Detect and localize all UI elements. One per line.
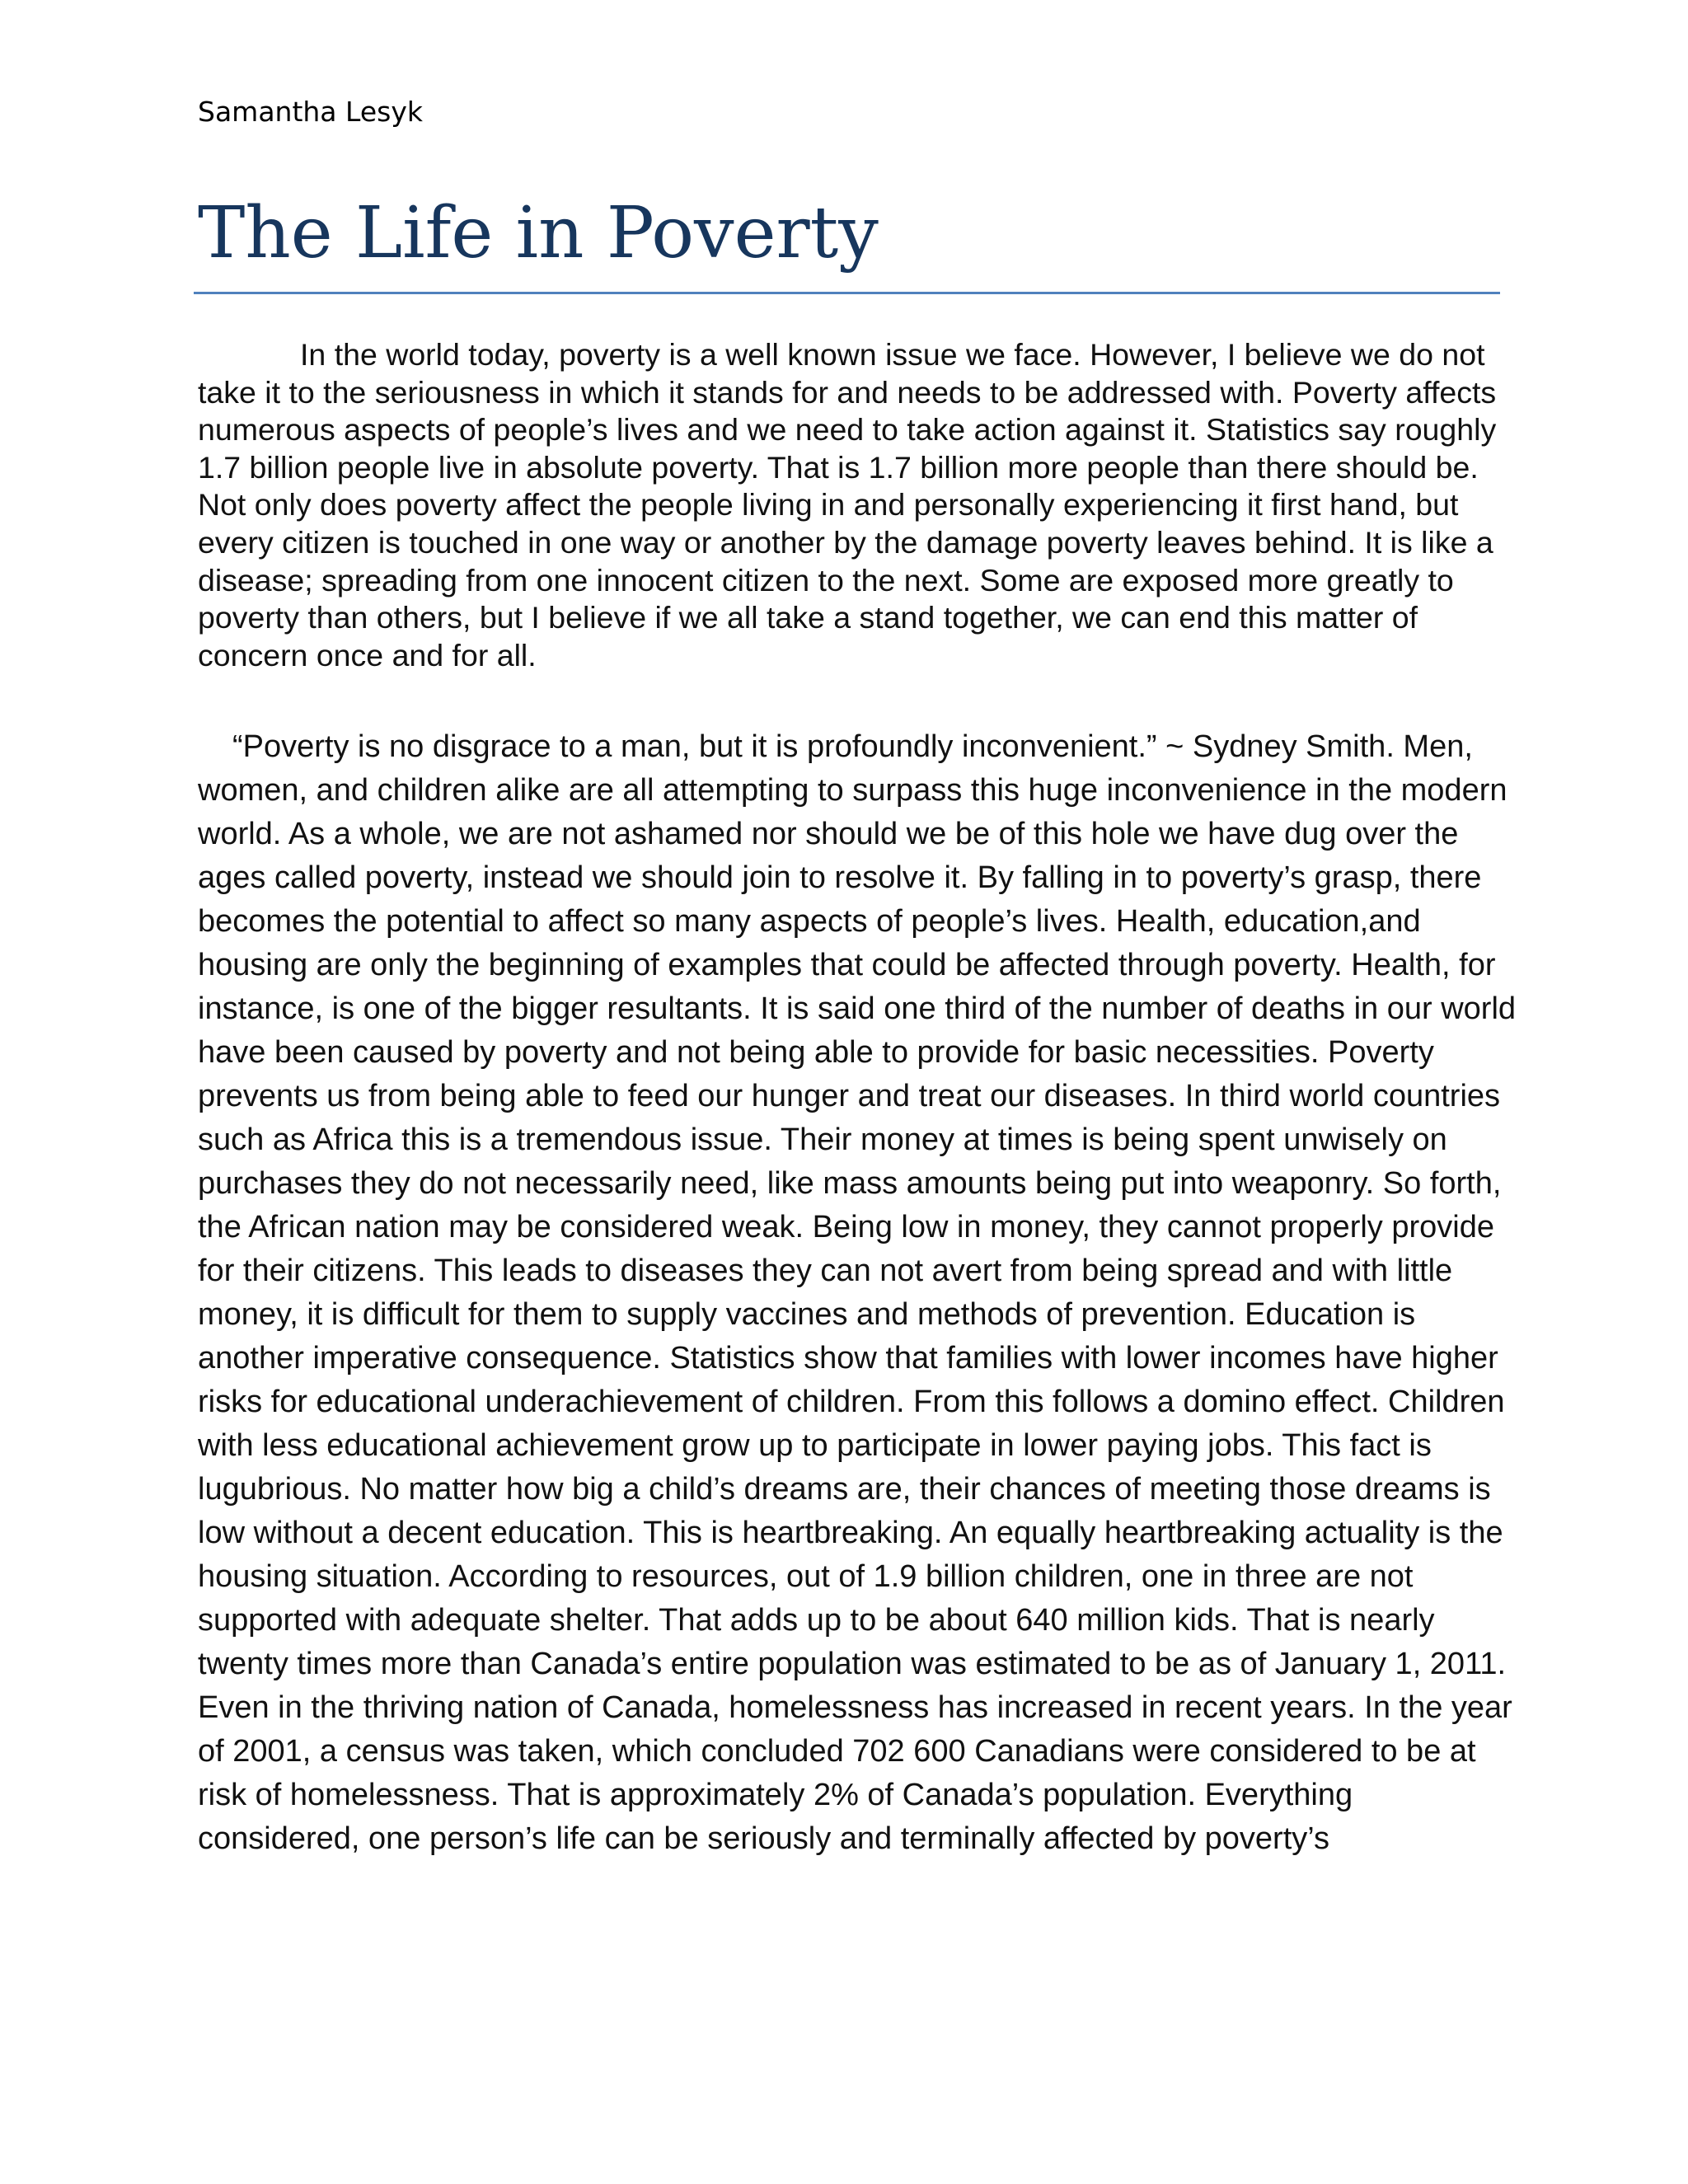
- author-name: Samantha Lesyk: [198, 96, 423, 128]
- body-paragraph-2: “Poverty is no disgrace to a man, but it is profoundly inconvenient.” ~ Sydney Smith. Men, women, and children alike are all attempting to surpass this huge inconvenience in the modern world. As a whole, we are not ashamed nor should we be of this hole we have dug over the ages called poverty, instead we should join to resolve it. By falling in to poverty’s grasp, there becomes the potential to affect so many aspects of people’s lives. Health, education,and housing are only the beginning of examples that could be affected through poverty. Health, for instance, is one of the bigger resultants. It is said one third of the number of deaths in our world have been caused by poverty and not being able to provide for basic necessities. Poverty prevents us from being able to feed our hunger and treat our diseases. In third world countries such as Africa this is a tremendous issue. Their money at times is being spent unwisely on purchases they do not necessarily need, like mass amounts being put into weaponry. So forth, the African nation may be considered weak. Being low in money, they cannot properly provide for their citizens. This leads to diseases they can not avert from being spread and with little money, it is difficult for them to supply vaccines and methods of prevention. Education is another imperative consequence. Statistics show that families with lower incomes have higher risks for educational underachievement of children. From this follows a domino effect. Children with less educational achievement grow up to participate in lower paying jobs. This fact is lugubrious. No matter how big a child’s dreams are, their chances of meeting those dreams is low without a decent education. This is heartbreaking. An equally heartbreaking actuality is the housing situation. According to resources, out of 1.9 billion children, one in three are not supported with adequate shelter. That adds up to be about 640 million kids. That is nearly twenty times more than Canada’s entire population was estimated to be as of January 1, 2011. Even in the thriving nation of Canada, homelessness has increased in recent years. In the year of 2001, a census was taken, which concluded 702 600 Canadians were considered to be at risk of homelessness. That is approximately 2% of Canada’s population. Everything considered, one person’s life can be seriously and terminally affected by poverty’s: [198, 729, 1517, 1856]
- body-paragraph-1: In the world today, poverty is a well known issue we face. However, I believe we do not take it to the seriousness in which it stands for and needs to be addressed with. Poverty affects numerous aspects of people’s lives and we need to take action against it. Statistics say roughly 1.7 billion people live in absolute poverty. That is 1.7 billion more people than there should be. Not only does poverty affect the people living in and personally experiencing it first hand, but every citizen is touched in one way or another by the damage poverty leaves behind. It is like a disease; spreading from one innocent citizen to the next. Some are exposed more greatly to poverty than others, but I believe if we all take a stand together, we can end this matter of concern once and for all.: [198, 337, 1497, 673]
- title-underline: [194, 292, 1500, 294]
- page-title: The Life in Poverty: [198, 192, 879, 274]
